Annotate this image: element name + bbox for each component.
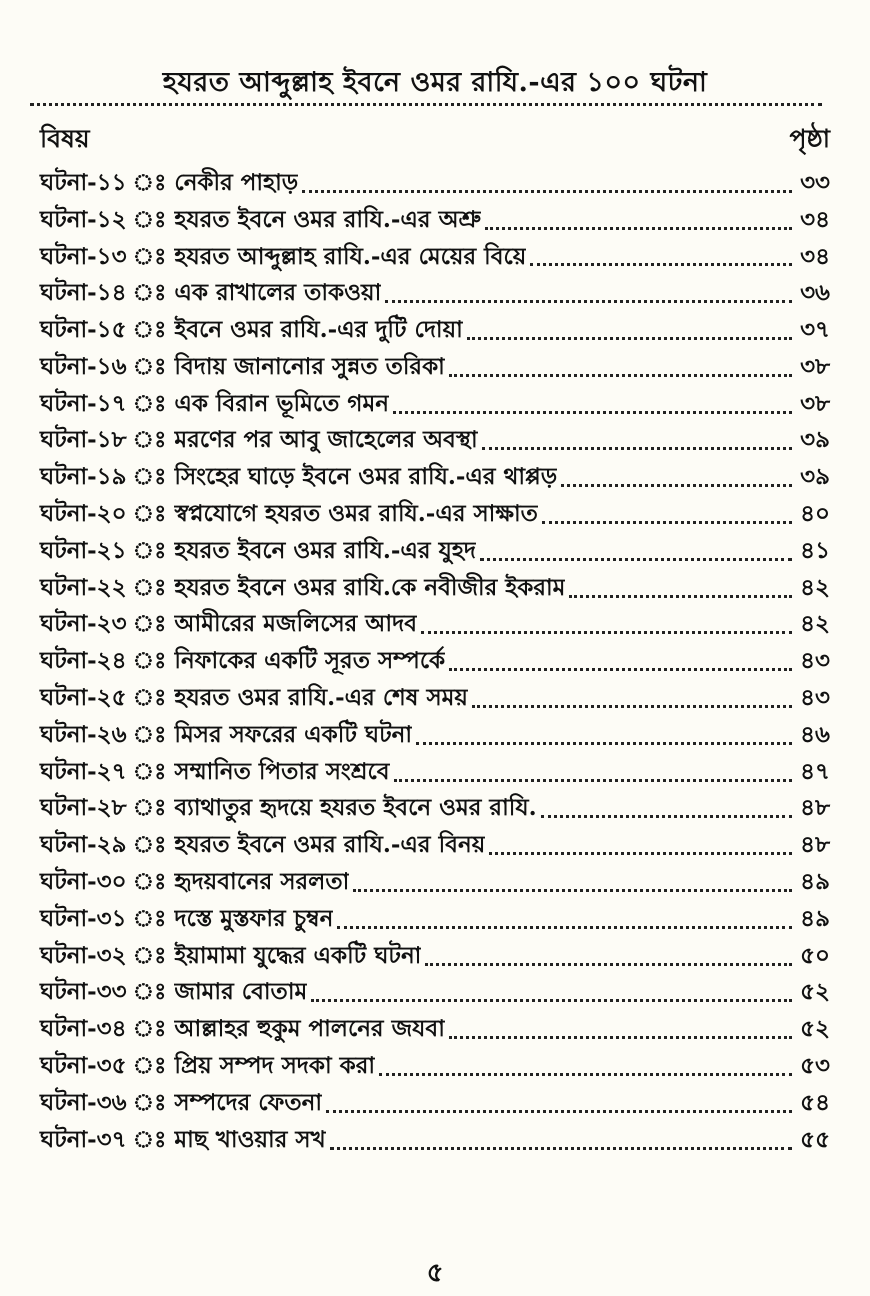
entry-separator: ঃ xyxy=(132,720,167,748)
entry-page-number: ৪৩ xyxy=(800,684,830,712)
entry-page-number: ৩৯ xyxy=(800,426,830,454)
entry-label: ঘটনা-২৪ xyxy=(40,647,127,675)
dot-leader xyxy=(530,263,792,266)
entry-page-number: ৫২ xyxy=(800,978,830,1006)
entry-topic: এক রাখালের তাকওয়া xyxy=(174,279,382,307)
entry-separator: ঃ xyxy=(132,1125,167,1153)
entry-separator: ঃ xyxy=(132,426,167,454)
entry-topic: আমীরের মজলিসের আদব xyxy=(174,610,418,638)
entry-topic: বিদায় জানানোর সুন্নত তরিকা xyxy=(174,352,445,380)
entry-separator: ঃ xyxy=(132,647,167,675)
entry-page-number: ৫২ xyxy=(800,1015,830,1043)
entry-topic: মরণের পর আবু জাহেলের অবস্থা xyxy=(174,426,478,454)
entry-page-number: ৪৭ xyxy=(800,757,830,785)
entry-separator: ঃ xyxy=(132,757,167,785)
dot-leader xyxy=(541,815,792,818)
entry-topic: মাছ খাওয়ার সখ xyxy=(174,1125,326,1153)
subject-column-label: বিষয় xyxy=(40,123,90,153)
dot-leader xyxy=(542,521,792,524)
entry-separator: ঃ xyxy=(132,978,167,1006)
toc-entry xyxy=(40,202,830,239)
entry-label: ঘটনা-১৮ xyxy=(40,426,127,454)
entry-page-number: ৪৮ xyxy=(800,831,830,859)
entry-separator: ঃ xyxy=(132,1088,167,1116)
toc-entry xyxy=(40,423,830,460)
entry-label: ঘটনা-২৬ xyxy=(40,720,127,748)
entry-separator: ঃ xyxy=(132,868,167,896)
entry-topic: হৃদয়বানের সরলতা xyxy=(174,868,350,896)
entry-topic: ব্যাথাতুর হৃদয়ে হযরত ইবনে ওমর রাযি. xyxy=(174,794,537,822)
toc-entry xyxy=(40,680,830,717)
entry-topic: স্বপ্নযোগে হযরত ওমর রাযি.-এর সাক্ষাত xyxy=(174,500,538,528)
entry-topic: হযরত ইবনে ওমর রাযি.-এর অশ্রু xyxy=(174,205,482,233)
entry-topic: নেকীর পাহাড় xyxy=(174,168,299,196)
toc-entry xyxy=(40,643,830,680)
entry-page-number: ৪৩ xyxy=(800,647,830,675)
entry-label: ঘটনা-২৫ xyxy=(40,684,127,712)
entry-topic: সম্পদের ফেতনা xyxy=(174,1088,323,1116)
entry-label: ঘটনা-২২ xyxy=(40,573,127,601)
entry-page-number: ৫০ xyxy=(800,941,830,969)
toc-entry xyxy=(40,239,830,276)
entry-label: ঘটনা-২৭ xyxy=(40,757,127,785)
entry-label: ঘটনা-৩৭ xyxy=(40,1125,127,1153)
entry-separator: ঃ xyxy=(132,279,167,307)
entry-label: ঘটনা-১৭ xyxy=(40,389,127,417)
dot-leader xyxy=(330,1147,792,1150)
entry-separator: ঃ xyxy=(132,500,167,528)
entry-separator: ঃ xyxy=(132,168,167,196)
entry-page-number: ৩৭ xyxy=(800,316,830,344)
toc-entry xyxy=(40,1122,830,1159)
entry-label: ঘটনা-৩৬ xyxy=(40,1088,127,1116)
entry-separator: ঃ xyxy=(132,941,167,969)
entry-separator: ঃ xyxy=(132,1052,167,1080)
entry-topic: মিসর সফরের একটি ঘটনা xyxy=(174,720,413,748)
entry-page-number: ৩৮ xyxy=(800,352,830,380)
dot-leader xyxy=(394,779,792,782)
entry-topic: জামার বোতাম xyxy=(174,978,308,1006)
dot-leader xyxy=(482,447,792,450)
toc-entry xyxy=(40,533,830,570)
toc-entry xyxy=(40,607,830,644)
entry-page-number: ৩৯ xyxy=(800,463,830,491)
entry-topic: এক বিরান ভূমিতে গমন xyxy=(174,389,389,417)
entry-topic: ইবনে ওমর রাযি.-এর দুটি দোয়া xyxy=(174,316,463,344)
entry-separator: ঃ xyxy=(132,463,167,491)
dot-leader xyxy=(472,705,792,708)
entry-separator: ঃ xyxy=(132,1015,167,1043)
entry-topic: হযরত আব্দুল্লাহ রাযি.-এর মেয়ের বিয়ে xyxy=(174,242,527,270)
entry-page-number: ৫৫ xyxy=(800,1125,830,1153)
dot-leader xyxy=(561,484,792,487)
dot-leader xyxy=(326,1110,792,1113)
entry-topic: সিংহের ঘাড়ে ইবনে ওমর রাযি.-এর থাপ্পড় xyxy=(174,463,558,491)
toc-entry xyxy=(40,1085,830,1122)
dot-leader xyxy=(393,411,792,414)
toc-entry xyxy=(40,349,830,386)
page-title: হযরত আব্দুল্লাহ ইবনে ওমর রাযি.-এর ১০০ ঘটনা xyxy=(162,67,708,98)
entry-label: ঘটনা-৩৩ xyxy=(40,978,127,1006)
entry-page-number: ৩৮ xyxy=(800,389,830,417)
page-number: ৫ xyxy=(426,1258,444,1288)
entry-page-number: ৫৩ xyxy=(800,1052,830,1080)
dot-leader xyxy=(385,300,792,303)
entry-page-number: ৪০ xyxy=(800,500,830,528)
toc-entry xyxy=(40,275,830,312)
entry-separator: ঃ xyxy=(132,904,167,932)
title-divider xyxy=(30,103,822,106)
dot-leader xyxy=(379,1073,792,1076)
entry-label: ঘটনা-১৪ xyxy=(40,279,127,307)
dot-leader xyxy=(480,558,792,561)
toc-entry xyxy=(40,570,830,607)
entry-topic: হযরত ওমর রাযি.-এর শেষ সময় xyxy=(174,684,468,712)
toc-entry xyxy=(40,165,830,202)
entry-separator: ঃ xyxy=(132,205,167,233)
entry-topic: দস্তে মুস্তফার চুম্বন xyxy=(174,904,334,932)
dot-leader xyxy=(467,337,792,340)
entry-label: ঘটনা-১৩ xyxy=(40,242,127,270)
toc-entry xyxy=(40,827,830,864)
entry-page-number: ৪২ xyxy=(800,610,830,638)
toc-header xyxy=(40,120,830,160)
entry-page-number: ৩৬ xyxy=(800,279,830,307)
entry-label: ঘটনা-১৫ xyxy=(40,316,127,344)
entry-page-number: ৫৪ xyxy=(800,1088,830,1116)
entry-topic: হযরত ইবনে ওমর রাযি.-এর বিনয় xyxy=(174,831,486,859)
dot-leader xyxy=(449,668,792,671)
toc-entry xyxy=(40,754,830,791)
dot-leader xyxy=(416,742,792,745)
toc-entry xyxy=(40,496,830,533)
entry-separator: ঃ xyxy=(132,389,167,417)
entry-label: ঘটনা-২৯ xyxy=(40,831,127,859)
toc-entry xyxy=(40,864,830,901)
entry-separator: ঃ xyxy=(132,684,167,712)
entry-topic: আল্লাহর হুকুম পালনের জযবা xyxy=(174,1015,445,1043)
entry-label: ঘটনা-১৯ xyxy=(40,463,127,491)
entry-separator: ঃ xyxy=(132,573,167,601)
entry-label: ঘটনা-১২ xyxy=(40,205,127,233)
entry-page-number: ৩৪ xyxy=(800,242,830,270)
dot-leader xyxy=(311,999,792,1002)
toc-entry xyxy=(40,459,830,496)
entry-topic: হযরত ইবনে ওমর রাযি.-এর যুহদ xyxy=(174,536,476,564)
entry-topic: নিফাকের একটি সূরত সম্পর্কে xyxy=(174,647,446,675)
toc-entry xyxy=(40,386,830,423)
entry-page-number: ৪৮ xyxy=(800,794,830,822)
entry-label: ঘটনা-১৬ xyxy=(40,352,127,380)
entry-page-number: ৪৯ xyxy=(800,868,830,896)
toc-entry xyxy=(40,717,830,754)
toc-entry xyxy=(40,1011,830,1048)
dot-leader xyxy=(489,852,792,855)
entry-topic: প্রিয় সম্পদ সদকা করা xyxy=(174,1052,376,1080)
entry-label: ঘটনা-৩২ xyxy=(40,941,127,969)
entry-page-number: ৪৯ xyxy=(800,904,830,932)
entry-label: ঘটনা-২১ xyxy=(40,536,127,564)
entry-separator: ঃ xyxy=(132,610,167,638)
entry-label: ঘটনা-৩০ xyxy=(40,868,127,896)
toc-entry xyxy=(40,938,830,975)
dot-leader xyxy=(485,227,792,230)
toc-entry xyxy=(40,791,830,828)
entry-label: ঘটনা-৩৪ xyxy=(40,1015,127,1043)
dot-leader xyxy=(337,926,792,929)
entry-label: ঘটনা-১১ xyxy=(40,168,127,196)
entry-separator: ঃ xyxy=(132,794,167,822)
entry-label: ঘটনা-২৩ xyxy=(40,610,127,638)
entry-page-number: ৩৩ xyxy=(800,168,830,196)
entry-page-number: ৪২ xyxy=(800,573,830,601)
toc-entry xyxy=(40,901,830,938)
entry-label: ঘটনা-২০ xyxy=(40,500,127,528)
entry-page-number: ৩৪ xyxy=(800,205,830,233)
table-of-contents xyxy=(40,165,830,1159)
dot-leader xyxy=(569,595,792,598)
entry-page-number: ৪৬ xyxy=(800,720,830,748)
entry-separator: ঃ xyxy=(132,352,167,380)
entry-label: ঘটনা-৩৫ xyxy=(40,1052,127,1080)
entry-separator: ঃ xyxy=(132,536,167,564)
toc-entry xyxy=(40,1048,830,1085)
entry-topic: হযরত ইবনে ওমর রাযি.কে নবীজীর ইকরাম xyxy=(174,573,566,601)
dot-leader xyxy=(421,631,792,634)
page-column-label: পৃষ্ঠা xyxy=(789,123,830,153)
toc-entry xyxy=(40,312,830,349)
entry-separator: ঃ xyxy=(132,831,167,859)
dot-leader xyxy=(449,1036,792,1039)
dot-leader xyxy=(425,963,792,966)
dot-leader xyxy=(353,889,792,892)
entry-topic: ইয়ামামা যুদ্ধের একটি ঘটনা xyxy=(174,941,422,969)
entry-topic: সম্মানিত পিতার সংশ্রবে xyxy=(174,757,390,785)
entry-separator: ঃ xyxy=(132,316,167,344)
dot-leader xyxy=(302,190,792,193)
entry-separator: ঃ xyxy=(132,242,167,270)
toc-entry xyxy=(40,975,830,1012)
dot-leader xyxy=(449,374,792,377)
entry-label: ঘটনা-২৮ xyxy=(40,794,127,822)
entry-label: ঘটনা-৩১ xyxy=(40,904,127,932)
entry-page-number: ৪১ xyxy=(800,536,830,564)
